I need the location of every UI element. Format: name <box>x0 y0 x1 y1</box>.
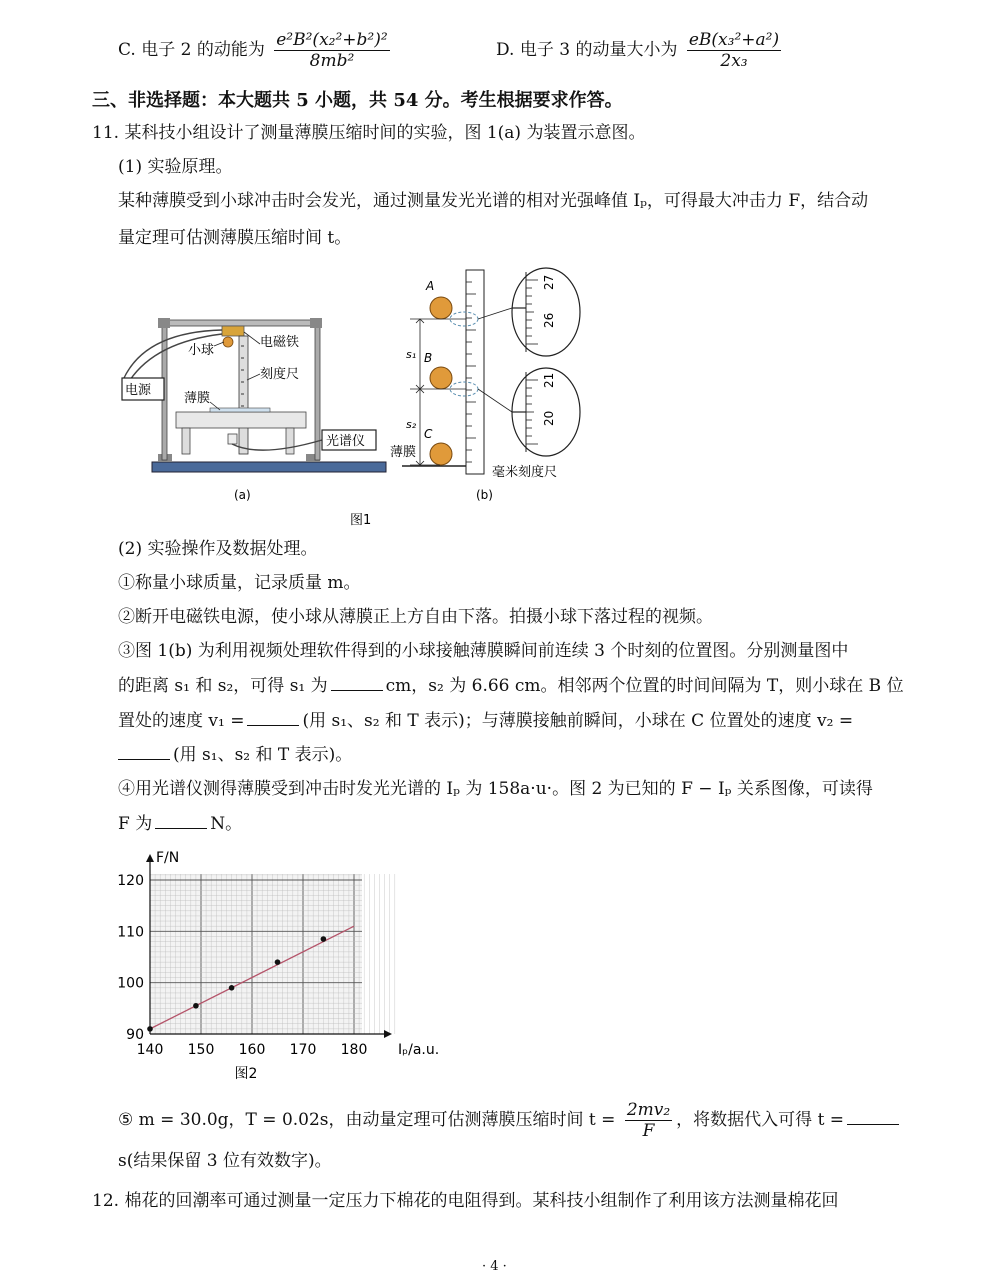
answer-blank-s1[interactable] <box>331 676 383 691</box>
magnet-label: 电磁铁 <box>260 335 300 350</box>
subfig-a-label: (a) <box>234 488 251 502</box>
data-point <box>321 936 327 942</box>
plot-area <box>150 874 362 1034</box>
page-number: · 4 · <box>482 1259 507 1274</box>
y-tick-label: 100 <box>117 975 144 992</box>
answer-blank-f[interactable] <box>155 814 207 829</box>
q11-part1-text-b: 量定理可估测薄膜压缩时间 t。 <box>118 228 352 248</box>
tick-21: 21 <box>542 372 556 388</box>
q11-part2-title: (2) 实验操作及数据处理。 <box>118 539 318 559</box>
step-3-line-d: (用 s₁、s₂ 和 T 表示)。 <box>118 744 352 766</box>
q12-intro: 12. 棉花的回潮率可通过测量一定压力下棉花的电阻得到。某科技小组制作了利用该方法测量棉花回 <box>92 1191 839 1211</box>
figure-2-caption: 图2 <box>234 1066 258 1082</box>
q11-part1-title: (1) 实验原理。 <box>118 157 233 177</box>
tick-27: 27 <box>542 274 556 290</box>
label-a: A <box>426 279 435 293</box>
step-5-line-b: s(结果保留 3 位有效数字)。 <box>118 1151 332 1171</box>
data-point <box>193 1003 199 1009</box>
ball-label: 小球 <box>188 343 215 358</box>
option-c: C. 电子 2 的动能为 $\frac{\text{e²B²(x₂²+b²)²}}{\text{8mb²}}$ <box>118 30 388 71</box>
q11-intro: 11. 某科技小组设计了测量薄膜压缩时间的实验，图 1(a) 为装置示意图。 <box>92 123 646 143</box>
label-b: B <box>424 351 433 365</box>
tick-20: 20 <box>542 410 556 426</box>
x-tick-label: 140 <box>136 1042 164 1058</box>
x-axis-label: Iₚ/a.u. <box>398 1042 440 1058</box>
step-4-line-b: F 为 N。 <box>118 814 243 834</box>
figure-1 <box>110 262 600 532</box>
step-3-line-c: 置处的速度 v₁ = (用 s₁、s₂ 和 T 表示)；与薄膜接触前瞬间，小球在 C 位置处的速度 v₂ = <box>118 711 854 731</box>
step-5-line-a: ⑤ m = 30.0g，T = 0.02s，由动量定理可估测薄膜压缩时间 t = $\frac{\text{2mv₂}}{F}$ ，将数据代入可得 t = <box>118 1100 902 1141</box>
option-c-fraction: $\frac{\text{e²B²(x₂²+b²)²}}{\text{8mb²}}$ <box>276 30 388 71</box>
data-point <box>147 1026 153 1032</box>
ruler-label: 刻度尺 <box>260 367 300 382</box>
x-tick-label: 150 <box>187 1042 215 1058</box>
y-tick-label: 120 <box>117 873 144 889</box>
data-point <box>275 959 281 965</box>
step-1: ①称量小球质量，记录质量 m。 <box>118 573 361 593</box>
y-tick-label: 90 <box>126 1027 144 1043</box>
label-s1: s₁ <box>406 348 417 361</box>
step-4-line-a: ④用光谱仪测得薄膜受到冲击时发光光谱的 Iₚ 为 158a·u·。图 2 为已知的 F − Iₚ 关系图像，可读得 <box>118 779 873 799</box>
option-d: D. 电子 3 的动量大小为 $\frac{\text{eB(x₃²+a²)}}{\text{2x₃}}$ <box>496 30 780 71</box>
step-3-line-a: ③图 1(b) 为利用视频处理软件得到的小球接触薄膜瞬间前连续 3 个时刻的位置图。分别测量图中 <box>118 641 849 661</box>
figure-1a-apparatus <box>122 318 386 502</box>
x-axis-arrow <box>384 1030 392 1038</box>
answer-blank-v1[interactable] <box>247 711 299 726</box>
power-label: 电源 <box>125 383 152 398</box>
option-d-fraction: $\frac{\text{eB(x₃²+a²)}}{\text{2x₃}}$ <box>688 30 780 71</box>
answer-blank-v2[interactable] <box>118 745 170 760</box>
label-s2: s₂ <box>406 418 417 431</box>
tick-26: 26 <box>542 312 556 328</box>
y-axis-label: F/N <box>156 850 180 866</box>
figure-2-chart <box>110 842 440 1092</box>
mm-ruler-label: 毫米刻度尺 <box>492 465 558 480</box>
answer-blank-t[interactable] <box>847 1110 899 1125</box>
step-3-line-b: 的距离 s₁ 和 s₂，可得 s₁ 为 cm，s₂ 为 6.66 cm。相邻两个位置的时间间隔为 T，则小球在 B 位 <box>118 676 904 696</box>
y-axis-arrow <box>146 854 154 862</box>
y-tick-label: 110 <box>117 924 144 941</box>
section-heading: 三、非选择题：本大题共 5 小题，共 54 分。考生根据要求作答。 <box>92 90 623 111</box>
subfig-b-label: (b) <box>476 488 493 502</box>
q11-part1-text-a: 某种薄膜受到小球冲击时会发光，通过测量发光光谱的相对光强峰值 Iₚ，可得最大冲击力 F，结合动 <box>118 191 869 211</box>
step-5-fraction: $\frac{\text{2mv₂}}{F}$ <box>626 1100 671 1141</box>
figure-1b-positions <box>390 268 580 502</box>
spectrometer-label: 光谱仪 <box>326 434 366 449</box>
film-label: 薄膜 <box>184 391 211 406</box>
x-tick-label: 160 <box>238 1042 266 1058</box>
data-point <box>229 985 235 991</box>
film-label-b: 薄膜 <box>390 445 417 460</box>
label-c: C <box>424 427 433 441</box>
x-tick-label: 180 <box>340 1042 368 1058</box>
step-2: ②断开电磁铁电源，使小球从薄膜正上方自由下落。拍摄小球下落过程的视频。 <box>118 607 713 627</box>
x-tick-label: 170 <box>289 1042 317 1058</box>
figure-1-caption: 图1 <box>350 513 372 528</box>
